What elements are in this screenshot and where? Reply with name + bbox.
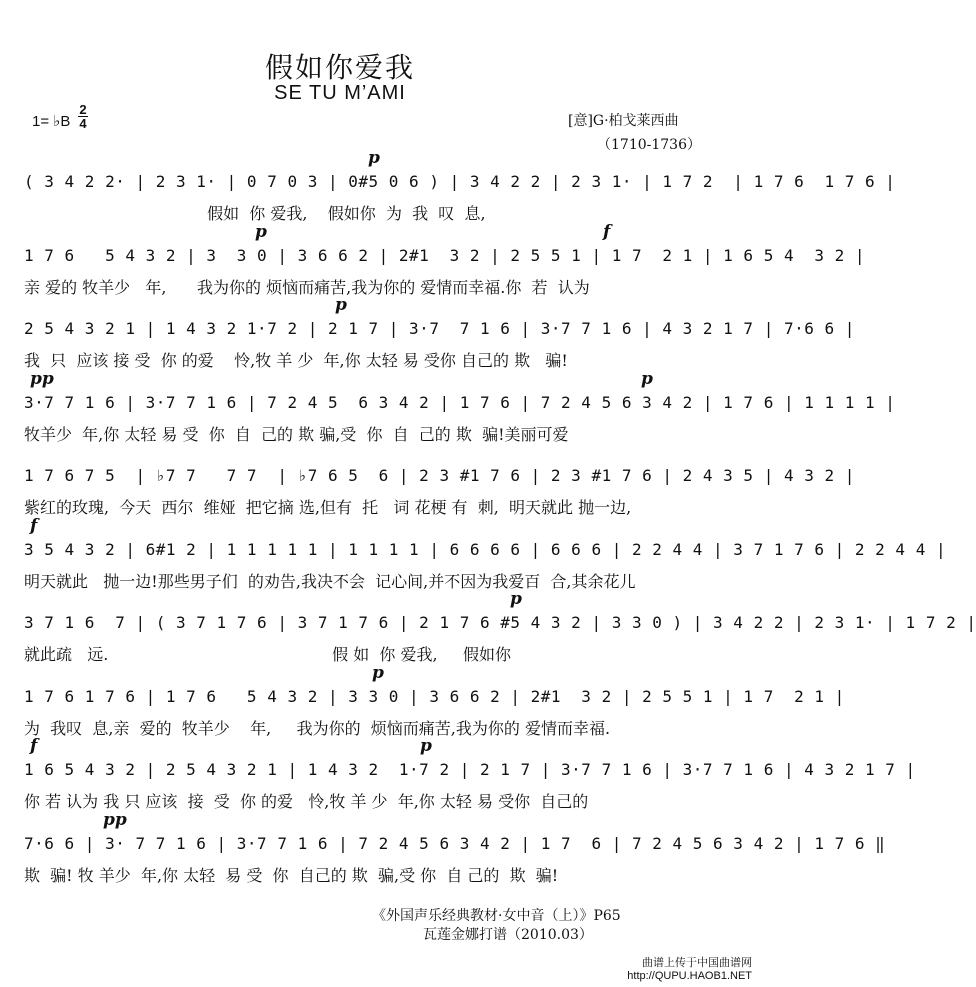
lyric-line: 明天就此 抛一边!那些男子们 的劝告,我决不会 记心间,并不因为我爱百 合,其余花儿: [24, 571, 636, 591]
composer-years: （1710-1736）: [597, 137, 701, 153]
notation-line: 1 7 6 1 7 6 | 1 7 6 5 4 3 2 | 3 3 0 | 3 6 6 2 | 2#1 3 2 | 2 5 5 1 | 1 7 2 1 |: [24, 686, 845, 706]
notation-line: 3·7 7 1 6 | 3·7 7 1 6 | 7 2 4 5 6 3 4 2 | 1 7 6 | 7 2 4 5 6 3 4 2 | 1 7 6 | 1 1 1 1 |: [24, 392, 896, 412]
dynamic-marking: pp: [103, 809, 127, 830]
notation-line: 3 7 1 6 7 | ( 3 7 1 7 6 | 3 7 1 7 6 | 2 1 7 6 #5 4 3 2 | 3 3 0 ) | 3 4 2 2 | 2 3 1· | 1 7 2 |: [24, 613, 976, 632]
song-title: 假如你爱我: [264, 51, 415, 84]
lyric-line: 亲 爱的 牧羊少 年, 我为你的 烦恼而痛苦,我为你的 爱情而幸福.你 若 认为: [24, 277, 590, 297]
lyric-line: 你 若 认为 我 只 应该 接 受 你 的爱 怜,牧 羊 少 年,你 太轻 易 受你 自己的: [24, 792, 589, 811]
watermark: [627, 957, 752, 983]
source-citation: 《外国声乐经典教材·女中音（上）》P65: [372, 908, 621, 924]
notation-line: 1 7 6 7 5 | ♭7 7 7 7 | ♭7 6 5 6 | 2 3 #1 7 6 | 2 3 #1 7 6 | 2 4 3 5 | 4 3 2 |: [24, 466, 855, 485]
dynamic-marking: p: [641, 368, 653, 389]
dynamic-marking: p: [255, 221, 267, 242]
dynamic-marking: p: [372, 662, 384, 683]
dynamic-marking: p: [510, 589, 522, 609]
lyric-line: 我 只 应该 接 受 你 的爱 怜,牧 羊 少 年,你 太轻 易 受你 自己的 欺 骗!: [24, 351, 568, 370]
lyric-line: 就此疏 远. 假 如 你 爱我, 假如你: [24, 645, 511, 664]
notation-line: 1 7 6 5 4 3 2 | 3 3 0 | 3 6 6 2 | 2#1 3 2 | 2 5 5 1 | 1 7 2 1 | 1 6 5 4 3 2 |: [24, 245, 866, 265]
dynamic-marking: f: [30, 515, 38, 536]
lyric-line: 为 我叹 息,亲 爱的 牧羊少 年, 我为你的 烦恼而痛苦,我为你的 爱情而幸福.: [24, 718, 611, 738]
watermark-line-2: http://QUPU.HAOB1.NET: [627, 970, 752, 982]
lyric-line: 紫红的玫瑰, 今天 西尔 维娅 把它摘 选,但有 托 词 花梗 有 刺, 明天就此 抛一边,: [24, 498, 632, 517]
time-signature-bottom: 4: [79, 116, 87, 131]
dynamic-marking: f: [30, 736, 38, 756]
notation-line: 3 5 4 3 2 | 6#1 2 | 1 1 1 1 1 | 1 1 1 1 | 6 6 6 6 | 6 6 6 | 2 2 4 4 | 3 7 1 7 6 | 2 2 4 4 |: [24, 539, 947, 559]
dynamic-marking: pp: [30, 368, 54, 389]
lyric-line: 欺 骗! 牧 羊少 年,你 太轻 易 受 你 自己的 欺 骗,受 你 自 己的 欺 骗!: [24, 865, 559, 885]
dynamic-marking: p: [420, 736, 432, 756]
time-signature: [78, 103, 88, 130]
notation-line: 1 6 5 4 3 2 | 2 5 4 3 2 1 | 1 4 3 2 1·7 2 | 2 1 7 | 3·7 7 1 6 | 3·7 7 1 6 | 4 3 2 1 7 |: [24, 760, 916, 779]
dynamic-marking: p: [335, 295, 347, 315]
watermark-line-1: 曲谱上传于中国曲谱网: [642, 957, 752, 969]
typist-credit: 瓦莲金娜打谱（2010.03）: [423, 927, 593, 943]
dynamic-marking: f: [603, 221, 611, 242]
time-signature-top: 2: [79, 102, 87, 117]
key-signature: 1= ♭B: [32, 113, 71, 130]
lyric-line: 假如 你 爱我, 假如你 为 我 叹 息,: [24, 204, 486, 223]
composer-credit: [意]G·柏戈莱西曲: [568, 113, 679, 129]
notation-line: ( 3 4 2 2· | 2 3 1· | 0 7 0 3 | 0#5 0 6 ) | 3 4 2 2 | 2 3 1· | 1 7 2 | 1 7 6 1 7 6 |: [24, 172, 896, 191]
notation-line: 2 5 4 3 2 1 | 1 4 3 2 1·7 2 | 2 1 7 | 3·7 7 1 6 | 3·7 7 1 6 | 4 3 2 1 7 | 7·6 6 |: [24, 319, 855, 338]
notation-line: 7·6 6 | 3· 7 7 1 6 | 3·7 7 1 6 | 7 2 4 5 6 3 4 2 | 1 7 6 | 7 2 4 5 6 3 4 2 | 1 7 6 ‖: [24, 833, 886, 853]
song-subtitle: SE TU M’AMI: [274, 82, 406, 104]
lyric-line: 牧羊少 年,你 太轻 易 受 你 自 己的 欺 骗,受 你 自 己的 欺 骗!美丽可爱: [24, 424, 569, 444]
dynamic-marking: p: [368, 148, 380, 168]
